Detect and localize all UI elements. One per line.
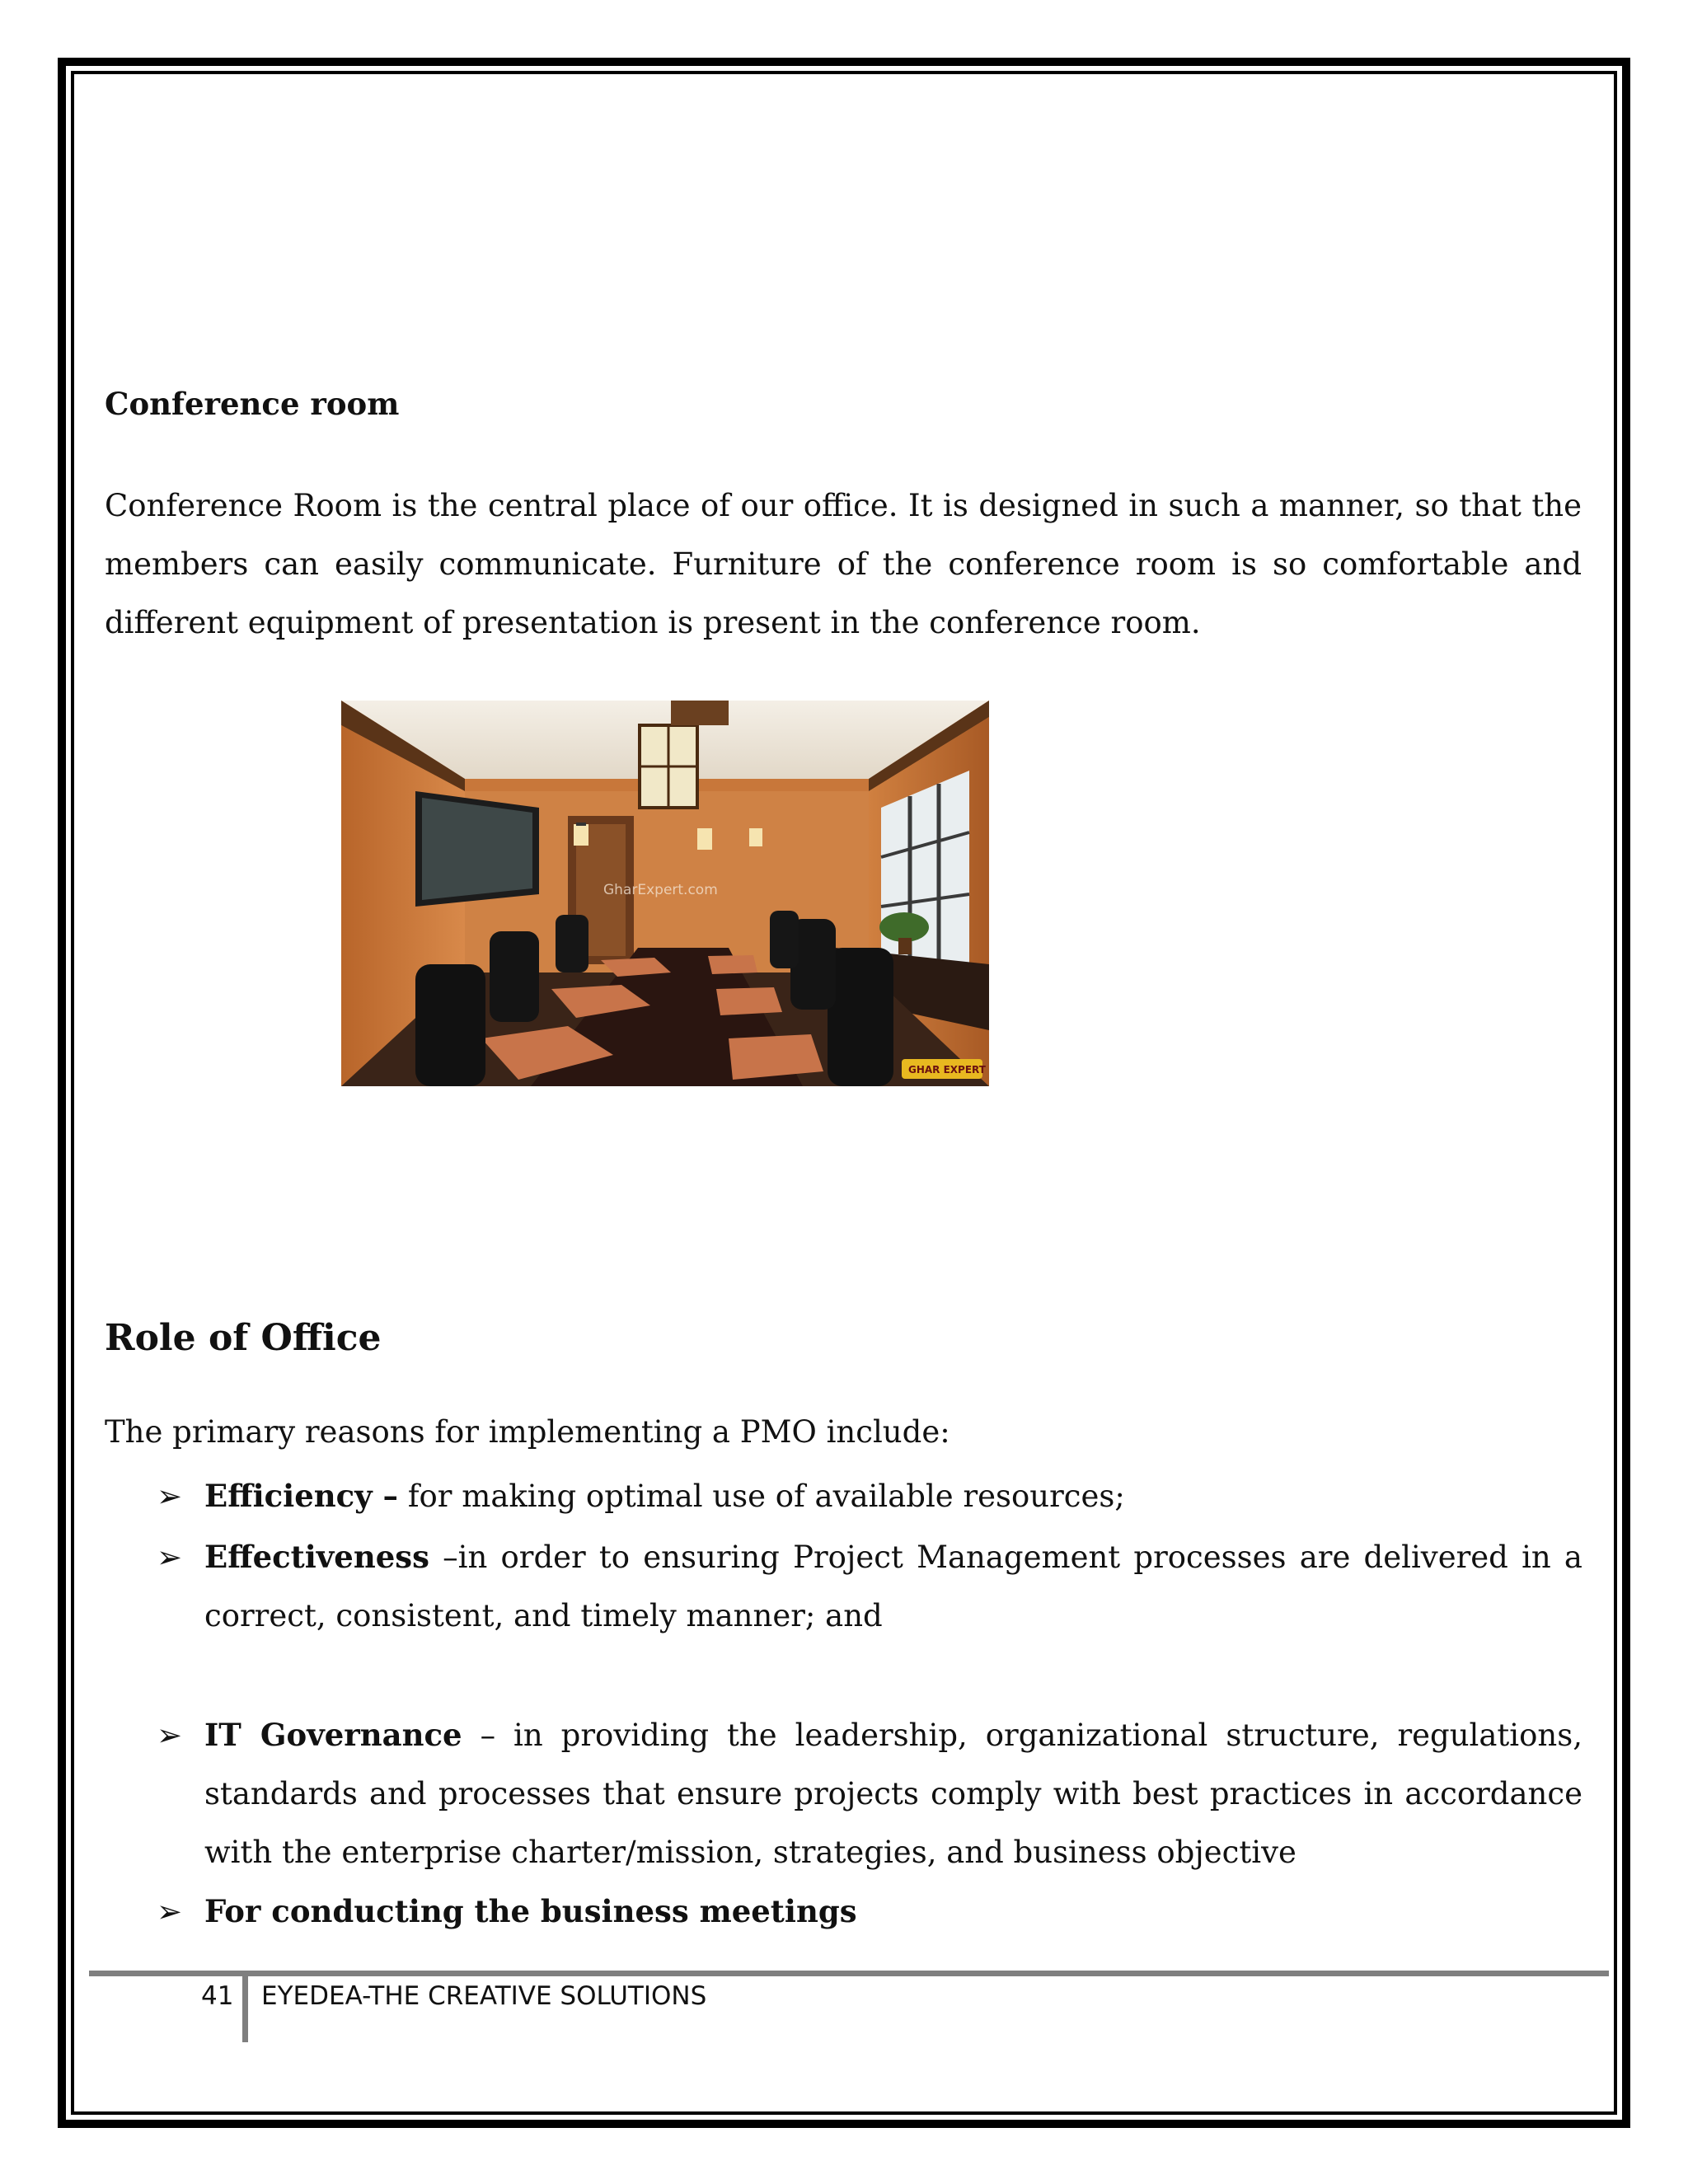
page-number: 41 — [201, 1981, 234, 2011]
bullet-rest: for making optimal use of available resources; — [398, 1479, 1125, 1514]
bullet-efficiency — [157, 1467, 1582, 1526]
role-of-office-intro: The primary reasons for implementing a PMO include: — [105, 1414, 950, 1450]
arrow-bullet-icon: ➢ — [157, 1718, 183, 1753]
bullet-bold: Efficiency – — [204, 1478, 399, 1514]
bullet-it-governance — [157, 1706, 1582, 1882]
bullet-rest: – in providing the leadership, organizational structure, regulations, standards and processes that ensure projects comply with best practices in accordance with the enterprise charter/mission, strategies, and business objective — [204, 1718, 1582, 1870]
arrow-bullet-icon: ➢ — [157, 1540, 183, 1575]
footer-rule — [89, 1971, 1609, 1976]
bullet-business-meetings — [157, 1882, 1582, 1941]
bullet-text — [204, 1467, 1582, 1526]
bullet-bold: IT Governance — [204, 1717, 462, 1753]
conference-room-paragraph: Conference Room is the central place of our office. It is designed in such a manner, so that the members can easily communicate. Furniture of the conference room is so comfortable and different equipment of presentation is present in the conference room. — [105, 488, 1582, 640]
bullet-rest: –in order to ensuring Project Management processes are delivered in a correct, consistent, and timely manner; and — [204, 1540, 1582, 1633]
image-watermark: GharExpert.com — [603, 882, 718, 898]
conference-room-photo — [341, 701, 989, 1086]
bullet-bold: Effectiveness — [204, 1539, 429, 1575]
role-of-office-heading: Role of Office — [105, 1317, 382, 1359]
bullet-text — [204, 1882, 1582, 1941]
footer-divider — [242, 1975, 248, 2042]
image-logo: GHAR EXPERT — [908, 1064, 986, 1076]
footer-company: EYEDEA-THE CREATIVE SOLUTIONS — [261, 1981, 707, 2011]
bullet-effectiveness — [157, 1528, 1582, 1645]
bullet-text — [204, 1706, 1582, 1882]
conference-room-heading: Conference room — [105, 386, 400, 422]
arrow-bullet-icon: ➢ — [157, 1894, 183, 1929]
bullet-bold: For conducting the business meetings — [204, 1893, 857, 1929]
bullet-text — [204, 1528, 1582, 1645]
arrow-bullet-icon: ➢ — [157, 1479, 183, 1514]
